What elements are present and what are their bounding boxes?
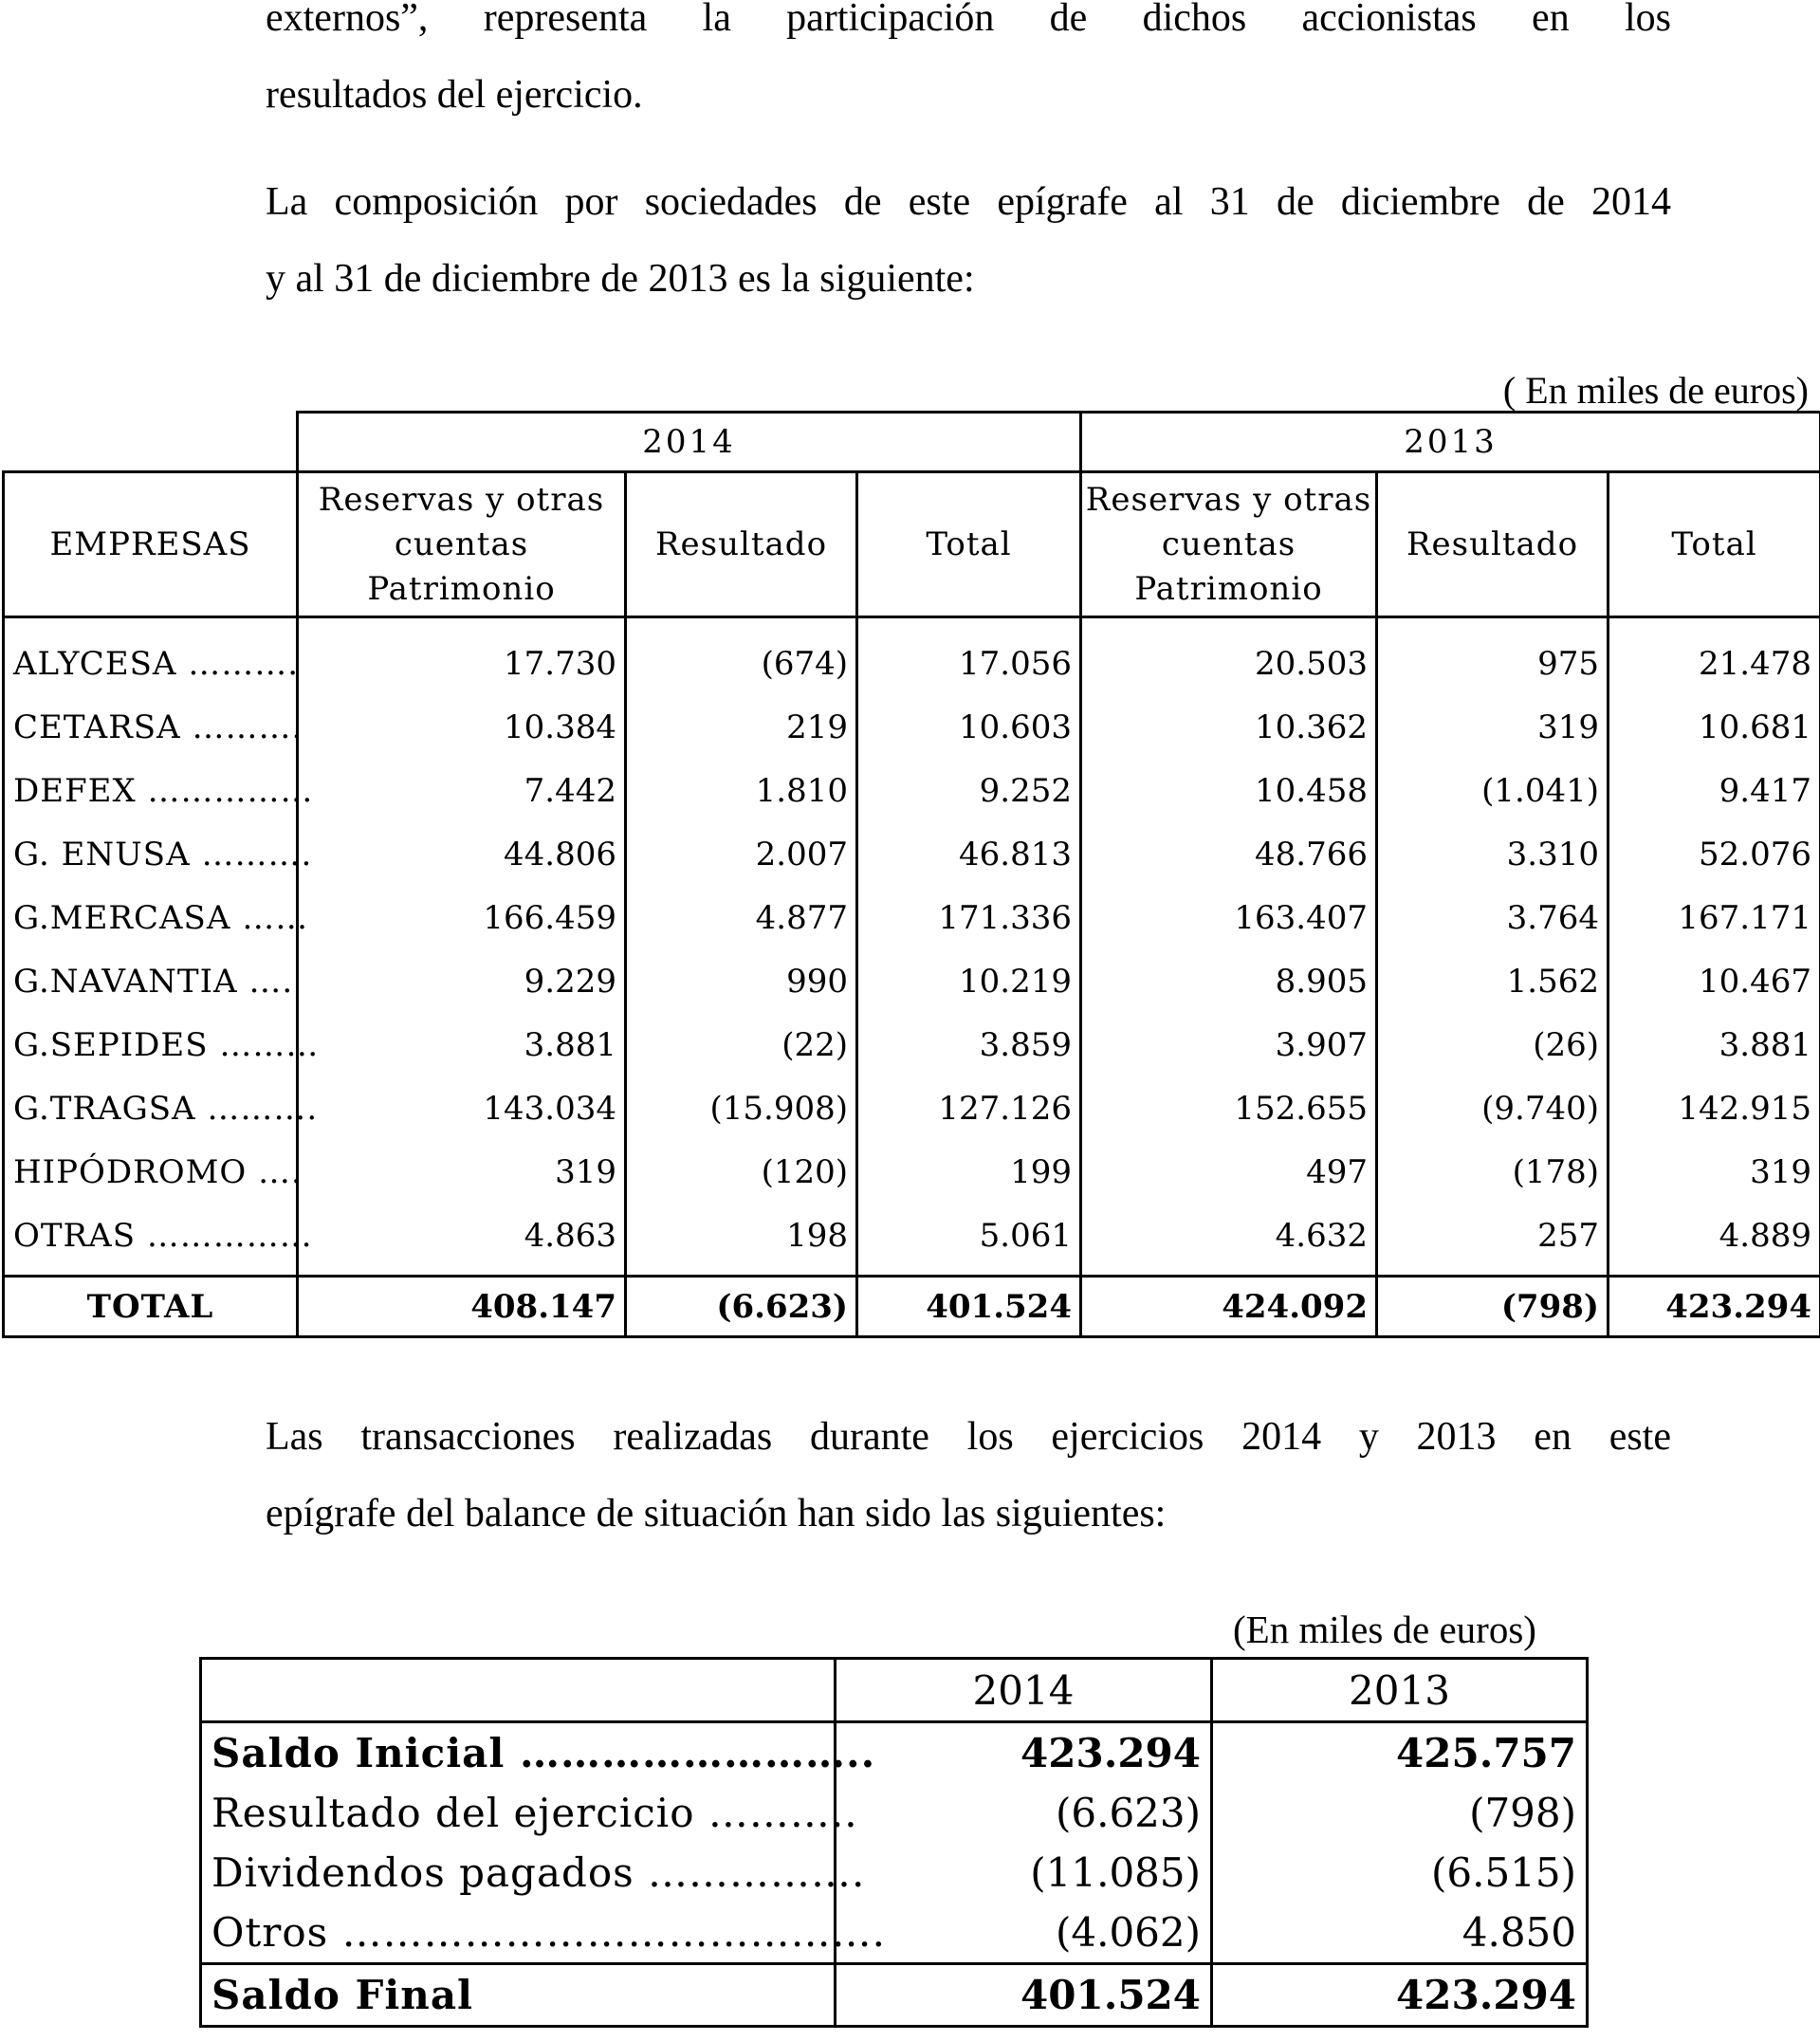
value-cell: 10.458	[1081, 759, 1377, 822]
table-row	[201, 1843, 1588, 1903]
value-cell: 4.863	[298, 1204, 626, 1277]
value-cell: 9.252	[857, 759, 1081, 822]
table-row	[4, 1140, 1820, 1204]
table-row	[201, 1783, 1588, 1843]
value-cell: 990	[626, 949, 857, 1013]
year-header-2013: 2013	[1081, 413, 1820, 472]
table-row	[4, 886, 1820, 949]
value-cell: 171.336	[857, 886, 1081, 949]
value-cell: (1.041)	[1377, 759, 1609, 822]
value-cell: 46.813	[857, 822, 1081, 886]
transactions-table-body	[201, 1722, 1588, 1964]
col-header-resultado-2014: Resultado	[626, 472, 857, 617]
total-cell: 401.524	[857, 1277, 1081, 1337]
table-row	[4, 759, 1820, 822]
value-cell: 1.562	[1377, 949, 1609, 1013]
value-cell: 3.764	[1377, 886, 1609, 949]
table2-unit-note: (En miles de euros)	[1233, 1608, 1536, 1651]
col-header-total-2014: Total	[857, 472, 1081, 617]
company-name-cell: G.TRAGSA ……….	[4, 1076, 298, 1140]
value-cell: 4.850	[1212, 1903, 1588, 1964]
company-name-cell: G. ENUSA ……….	[4, 822, 298, 886]
value-cell: 497	[1081, 1140, 1377, 1204]
value-cell: 4.889	[1609, 1204, 1820, 1277]
value-cell: 17.730	[298, 617, 626, 696]
value-cell: 8.905	[1081, 949, 1377, 1013]
year-header-2014: 2014	[836, 1659, 1212, 1722]
table-row	[4, 695, 1820, 759]
value-cell: 423.294	[836, 1722, 1212, 1784]
transactions-table	[199, 1657, 1589, 2028]
value-cell: 9.417	[1609, 759, 1820, 822]
value-cell: 198	[626, 1204, 857, 1277]
table-row	[4, 822, 1820, 886]
movement-label-cell: Resultado del ejercicio ………..	[201, 1783, 836, 1843]
composition-table-body	[4, 617, 1820, 1277]
value-cell: (674)	[626, 617, 857, 696]
transactions-paragraph	[266, 1399, 1671, 1553]
saldo-final-label: Saldo Final	[201, 1964, 836, 2027]
value-cell: (22)	[626, 1013, 857, 1076]
value-cell: 142.915	[1609, 1076, 1820, 1140]
col-header-total-2013: Total	[1609, 472, 1820, 617]
year-header-2014: 2014	[298, 413, 1081, 472]
company-name-cell: OTRAS ……………	[4, 1204, 298, 1277]
text-line: epígrafe del balance de situación han sido las siguientes:	[266, 1492, 1167, 1535]
composition-table	[2, 411, 1820, 1338]
value-cell: (11.085)	[836, 1843, 1212, 1903]
value-cell: 3.310	[1377, 822, 1609, 886]
total-cell: 423.294	[1609, 1277, 1820, 1337]
company-name-cell: HIPÓDROMO ….	[4, 1140, 298, 1204]
value-cell: 21.478	[1609, 617, 1820, 696]
value-cell: 44.806	[298, 822, 626, 886]
company-name-cell: G.SEPIDES ………	[4, 1013, 298, 1076]
value-cell: 257	[1377, 1204, 1609, 1277]
value-cell: (120)	[626, 1140, 857, 1204]
movement-label-cell: Saldo Inicial ……………………..	[201, 1722, 836, 1784]
saldo-final-value: 401.524	[836, 1964, 1212, 2027]
table-row	[201, 1903, 1588, 1964]
corner-cell	[4, 413, 298, 472]
value-cell: 3.859	[857, 1013, 1081, 1076]
value-cell: 1.810	[626, 759, 857, 822]
text-line: La composición por sociedades de este epígrafe al 31 de diciembre de 2014	[266, 180, 1671, 224]
value-cell: 10.362	[1081, 695, 1377, 759]
value-cell: 425.757	[1212, 1722, 1588, 1784]
total-cell: 424.092	[1081, 1277, 1377, 1337]
table-row	[4, 949, 1820, 1013]
total-cell: 408.147	[298, 1277, 626, 1337]
value-cell: 152.655	[1081, 1076, 1377, 1140]
company-name-cell: ALYCESA ……….	[4, 617, 298, 696]
value-cell: 17.056	[857, 617, 1081, 696]
table1-unit-note: ( En miles de euros)	[1502, 369, 1809, 412]
value-cell: 319	[298, 1140, 626, 1204]
value-cell: 3.881	[298, 1013, 626, 1076]
value-cell: 4.877	[626, 886, 857, 949]
value-cell: (6.515)	[1212, 1843, 1588, 1903]
intro-paragraph-1	[266, 0, 1671, 134]
empty-header-cell	[201, 1659, 836, 1722]
value-cell: 7.442	[298, 759, 626, 822]
col-header-reservas-2014: Reservas y otras cuentas Patrimonio	[298, 472, 626, 617]
col-header-reservas-2013: Reservas y otras cuentas Patrimonio	[1081, 472, 1377, 617]
col-header-resultado-2013: Resultado	[1377, 472, 1609, 617]
value-cell: (9.740)	[1377, 1076, 1609, 1140]
value-cell: 9.229	[298, 949, 626, 1013]
value-cell: 10.603	[857, 695, 1081, 759]
table-row	[4, 617, 1820, 696]
value-cell: 199	[857, 1140, 1081, 1204]
text-line: y al 31 de diciembre de 2013 es la siguiente:	[266, 257, 975, 301]
value-cell: (26)	[1377, 1013, 1609, 1076]
value-cell: 4.632	[1081, 1204, 1377, 1277]
value-cell: 127.126	[857, 1076, 1081, 1140]
value-cell: 48.766	[1081, 822, 1377, 886]
value-cell: 3.907	[1081, 1013, 1377, 1076]
table-row	[4, 1013, 1820, 1076]
text-line: Las transacciones realizadas durante los ejercicios 2014 y 2013 en este	[266, 1415, 1671, 1459]
saldo-final-value: 423.294	[1212, 1964, 1588, 2027]
table-row	[201, 1722, 1588, 1784]
value-cell: (15.908)	[626, 1076, 857, 1140]
text-line: resultados del ejercicio.	[266, 73, 643, 117]
value-cell: 10.384	[298, 695, 626, 759]
table-row	[4, 1076, 1820, 1140]
movement-label-cell: Dividendos pagados …………….	[201, 1843, 836, 1903]
value-cell: 975	[1377, 617, 1609, 696]
value-cell: (798)	[1212, 1783, 1588, 1843]
value-cell: (178)	[1377, 1140, 1609, 1204]
value-cell: 163.407	[1081, 886, 1377, 949]
text-line: externos”, representa la participación de dichos accionistas en los	[266, 0, 1671, 40]
value-cell: (4.062)	[836, 1903, 1212, 1964]
value-cell: 219	[626, 695, 857, 759]
company-name-cell: G.NAVANTIA ….	[4, 949, 298, 1013]
value-cell: 52.076	[1609, 822, 1820, 886]
movement-label-cell: Otros ………………………………….	[201, 1903, 836, 1964]
total-cell: (6.623)	[626, 1277, 857, 1337]
company-name-cell: DEFEX ……………	[4, 759, 298, 822]
total-row	[4, 1277, 1820, 1337]
company-name-cell: G.MERCASA ……	[4, 886, 298, 949]
table-row	[4, 1204, 1820, 1277]
value-cell: 143.034	[298, 1076, 626, 1140]
value-cell: 2.007	[626, 822, 857, 886]
value-cell: 3.881	[1609, 1013, 1820, 1076]
value-cell: 167.171	[1609, 886, 1820, 949]
intro-paragraph-2	[266, 164, 1671, 318]
col-header-empresas: EMPRESAS	[4, 472, 298, 617]
total-label: TOTAL	[4, 1277, 298, 1337]
value-cell: 166.459	[298, 886, 626, 949]
value-cell: 20.503	[1081, 617, 1377, 696]
value-cell: 319	[1377, 695, 1609, 759]
year-header-2013: 2013	[1212, 1659, 1588, 1722]
value-cell: (6.623)	[836, 1783, 1212, 1843]
value-cell: 10.681	[1609, 695, 1820, 759]
value-cell: 5.061	[857, 1204, 1081, 1277]
value-cell: 10.467	[1609, 949, 1820, 1013]
company-name-cell: CETARSA ……….	[4, 695, 298, 759]
total-cell: (798)	[1377, 1277, 1609, 1337]
value-cell: 10.219	[857, 949, 1081, 1013]
saldo-final-row	[201, 1964, 1588, 2027]
value-cell: 319	[1609, 1140, 1820, 1204]
